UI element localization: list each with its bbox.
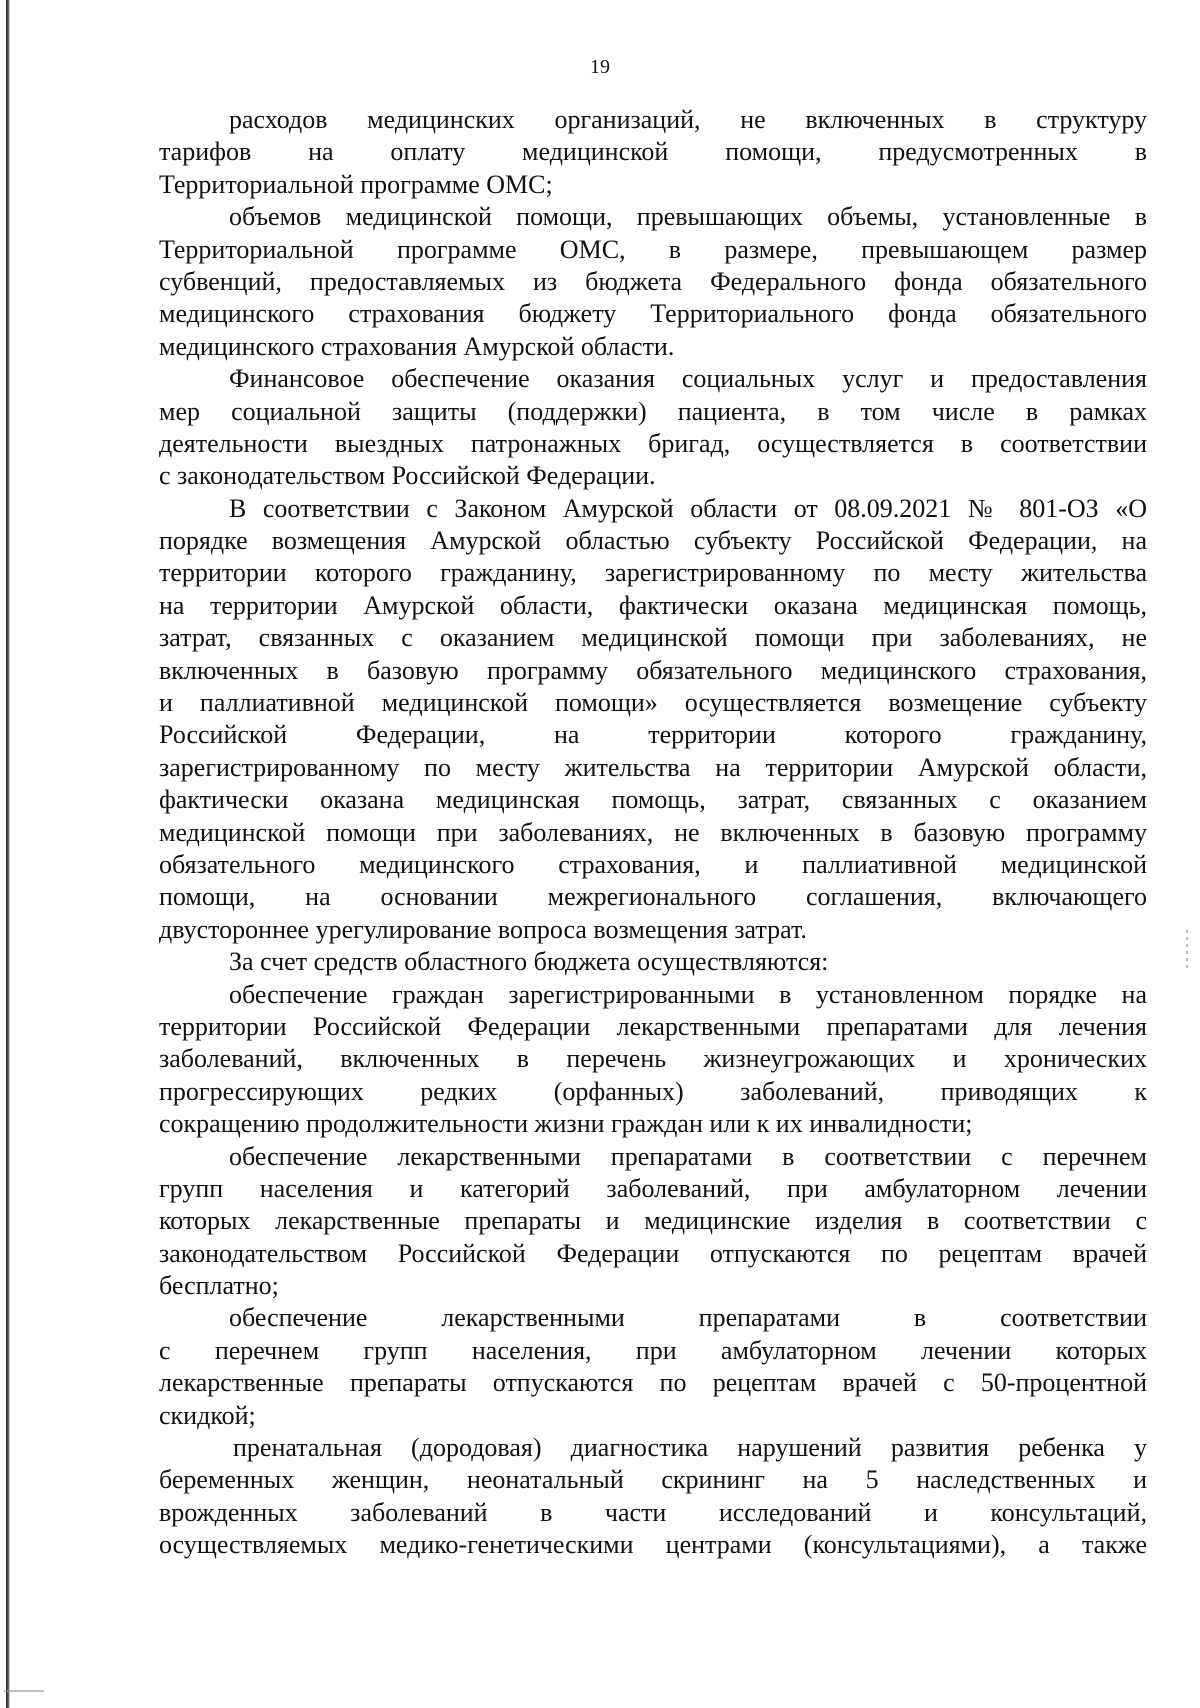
text-line: с законодательством Российской Федерации. bbox=[159, 461, 656, 491]
document-body bbox=[159, 104, 1147, 1562]
text-line: В соответствии с Законом Амурской области от 08.09.2021 № 801-ОЗ «О bbox=[229, 493, 1147, 523]
scan-page-edge bbox=[6, 0, 10, 1708]
text-line: медицинского страхования бюджету Территориального фонда обязательного bbox=[159, 299, 1147, 329]
text-line: порядке возмещения Амурской областью субъекту Российской Федерации, на bbox=[159, 526, 1147, 556]
text-line: групп населения и категорий заболеваний, при амбулаторном лечении bbox=[159, 1173, 1147, 1203]
text-line: бесплатно; bbox=[159, 1271, 279, 1301]
text-line: беременных женщин, неонатальный скрининг на 5 наследственных и bbox=[159, 1465, 1147, 1495]
page-number: 19 bbox=[590, 56, 610, 78]
text-line: фактически оказана медицинская помощь, затрат, связанных с оказанием bbox=[159, 785, 1147, 815]
text-line: заболеваний, включенных в перечень жизнеугрожающих и хронических bbox=[159, 1044, 1147, 1074]
text-line: затрат, связанных с оказанием медицинской помощи при заболеваниях, не bbox=[159, 623, 1147, 653]
text-line: тарифов на оплату медицинской помощи, предусмотренных в bbox=[159, 137, 1147, 167]
text-line: расходов медицинских организаций, не включенных в структуру bbox=[229, 105, 1147, 134]
text-line: Территориальной программе ОМС; bbox=[159, 169, 553, 199]
text-line: объемов медицинской помощи, превышающих объемы, установленные в bbox=[229, 202, 1147, 232]
text-line: территории которого гражданину, зарегистрированному по месту жительства bbox=[159, 558, 1147, 588]
text-line: Территориальной программе ОМС, в размере, превышающем размер bbox=[159, 234, 1147, 264]
text-line: Российской Федерации, на территории которого гражданину, bbox=[159, 720, 1147, 750]
text-line: территории Российской Федерации лекарственными препаратами для лечения bbox=[159, 1011, 1147, 1041]
text-line: обязательного медицинского страхования, и паллиативной медицинской bbox=[159, 849, 1147, 879]
text-line: и паллиативной медицинской помощи» осуществляется возмещение субъекту bbox=[159, 688, 1147, 718]
text-line: которых лекарственные препараты и медицинские изделия в соответствии с bbox=[159, 1206, 1147, 1236]
scan-artifact bbox=[4, 1690, 44, 1692]
text-line: пренатальная (дородовая) диагностика нарушений развития ребенка у bbox=[233, 1433, 1147, 1463]
text-line: зарегистрированному по месту жительства на территории Амурской области, bbox=[159, 752, 1147, 782]
text-line: помощи, на основании межрегионального соглашения, включающего bbox=[159, 882, 1147, 912]
text-line: обеспечение граждан зарегистрированными в установленном порядке на bbox=[229, 979, 1147, 1009]
text-line: За счет средств областного бюджета осуществляются: bbox=[229, 947, 829, 977]
text-line: обеспечение лекарственными препаратами в соответствии bbox=[229, 1303, 1147, 1333]
scan-artifact bbox=[1186, 930, 1188, 970]
text-line: двустороннее урегулирование вопроса возмещения затрат. bbox=[159, 914, 807, 944]
text-line: на территории Амурской области, фактически оказана медицинская помощь, bbox=[159, 590, 1147, 620]
text-line: субвенций, предоставляемых из бюджета Федерального фонда обязательного bbox=[159, 266, 1147, 296]
text-line: сокращению продолжительности жизни граждан или к их инвалидности; bbox=[159, 1109, 973, 1139]
text-line: лекарственные препараты отпускаются по рецептам врачей с 50-процентной bbox=[159, 1368, 1147, 1398]
text-line: включенных в базовую программу обязательного медицинского страхования, bbox=[159, 655, 1147, 685]
text-line: медицинского страхования Амурской области. bbox=[159, 331, 675, 361]
text-line: прогрессирующих редких (орфанных) заболеваний, приводящих к bbox=[159, 1076, 1147, 1106]
text-line: с перечнем групп населения, при амбулаторном лечении которых bbox=[159, 1335, 1147, 1365]
text-line: скидкой; bbox=[159, 1400, 256, 1430]
text-line: медицинской помощи при заболеваниях, не включенных в базовую программу bbox=[159, 817, 1147, 847]
text-line: мер социальной защиты (поддержки) пациента, в том числе в рамках bbox=[159, 396, 1147, 426]
text-line: Финансовое обеспечение оказания социальных услуг и предоставления bbox=[229, 364, 1147, 394]
text-line: врожденных заболеваний в части исследований и консультаций, bbox=[159, 1497, 1147, 1527]
text-line: деятельности выездных патронажных бригад, осуществляется в соответствии bbox=[159, 428, 1147, 458]
text-line: обеспечение лекарственными препаратами в соответствии с перечнем bbox=[229, 1141, 1147, 1171]
text-line: осуществляемых медико-генетическими центрами (консультациями), а также bbox=[159, 1530, 1147, 1560]
text-line: законодательством Российской Федерации отпускаются по рецептам врачей bbox=[159, 1238, 1147, 1268]
